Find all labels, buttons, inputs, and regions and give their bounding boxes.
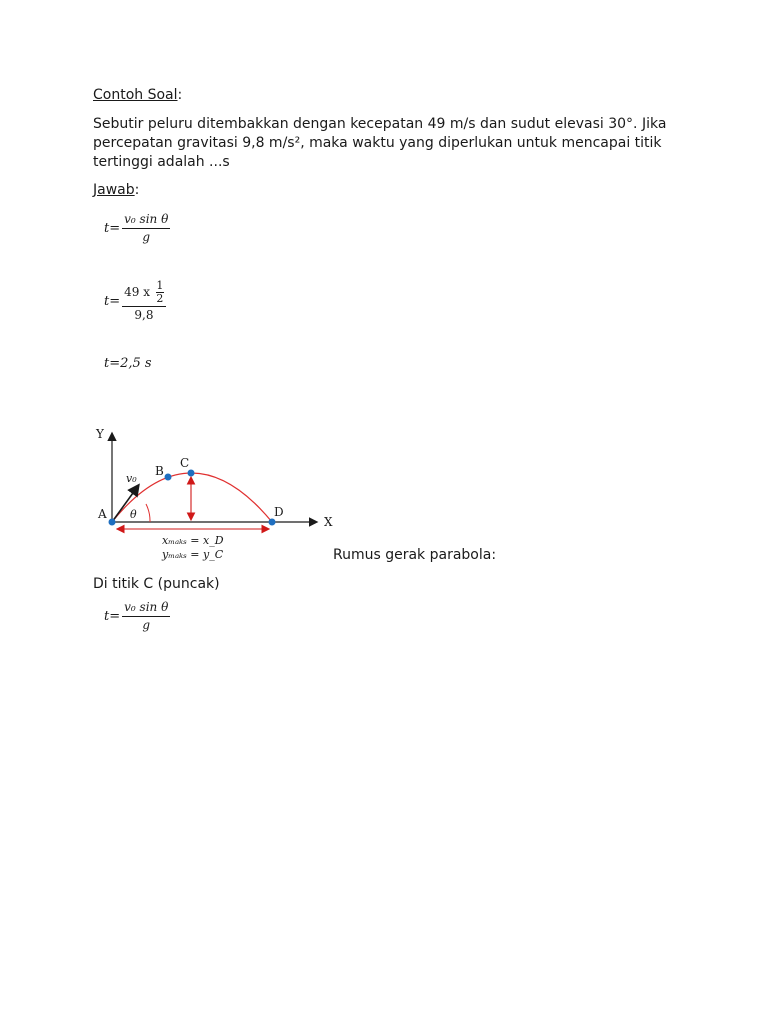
problem-line-3: tertinggi adalah ...s bbox=[93, 154, 230, 170]
x-axis-label: X bbox=[324, 515, 333, 529]
formula-2-half-bottom: 2 bbox=[156, 292, 164, 305]
formula-4-fraction bbox=[122, 600, 170, 633]
formula-2-half bbox=[156, 280, 164, 305]
projectile-diagram bbox=[88, 422, 348, 562]
formula-1-fraction bbox=[122, 212, 170, 245]
point-b-label: B bbox=[155, 464, 164, 478]
formula-1-numerator: v₀ sin θ bbox=[124, 212, 169, 226]
formula-4-numerator: v₀ sin θ bbox=[124, 600, 169, 614]
point-c bbox=[188, 470, 195, 477]
formula-3: t=2,5 s bbox=[104, 356, 152, 371]
problem-line-2: percepatan gravitasi 9,8 m/s², maka waktu yang diperlukan untuk mencapai titik bbox=[93, 135, 662, 151]
y-axis-label: Y bbox=[96, 427, 104, 441]
answer-label-text: Jawab bbox=[93, 182, 135, 198]
angle-label: θ bbox=[130, 508, 137, 521]
point-d bbox=[269, 519, 276, 526]
formula-4-fraction-bar bbox=[122, 616, 170, 617]
formula-4-lhs: t= bbox=[104, 609, 121, 624]
formula-2-denominator: 9,8 bbox=[134, 308, 154, 322]
heading-colon: : bbox=[177, 87, 183, 103]
velocity-label: v₀ bbox=[126, 472, 137, 485]
formula-2-lhs: t= bbox=[104, 294, 121, 309]
puncak-label: Di titik C (puncak) bbox=[93, 576, 220, 592]
problem-line-1: Sebutir peluru ditembakkan dengan kecepatan 49 m/s dan sudut elevasi 30°. Jika bbox=[93, 116, 667, 132]
heading-text: Contoh Soal bbox=[93, 87, 178, 103]
point-b bbox=[165, 474, 172, 481]
point-a bbox=[109, 519, 116, 526]
rumus-label: Rumus gerak parabola: bbox=[333, 547, 497, 563]
formula-2 bbox=[104, 280, 166, 323]
formula-2-half-top: 1 bbox=[156, 279, 164, 292]
answer-label bbox=[93, 181, 139, 200]
formula-4 bbox=[104, 600, 170, 633]
formula-1 bbox=[104, 212, 170, 245]
point-c-label: C bbox=[180, 456, 190, 470]
formula-2-num-prefix: 49 x bbox=[124, 285, 150, 299]
heading bbox=[93, 86, 182, 105]
formula-1-fraction-bar bbox=[122, 228, 170, 229]
point-d-label: D bbox=[274, 505, 284, 519]
point-a-label: A bbox=[98, 507, 107, 521]
formula-2-fraction bbox=[122, 280, 166, 323]
formula-1-denominator: g bbox=[142, 230, 151, 244]
answer-colon: : bbox=[134, 182, 140, 198]
ymax-label: yₘₐₖₛ = y_C bbox=[162, 548, 224, 561]
formula-2-numerator bbox=[122, 280, 166, 305]
formula-1-lhs: t= bbox=[104, 221, 121, 236]
formula-2-fraction-bar bbox=[122, 306, 166, 307]
formula-4-denominator: g bbox=[142, 618, 151, 632]
angle-arc bbox=[146, 504, 150, 522]
xmax-label: xₘₐₖₛ = x_D bbox=[162, 534, 224, 547]
